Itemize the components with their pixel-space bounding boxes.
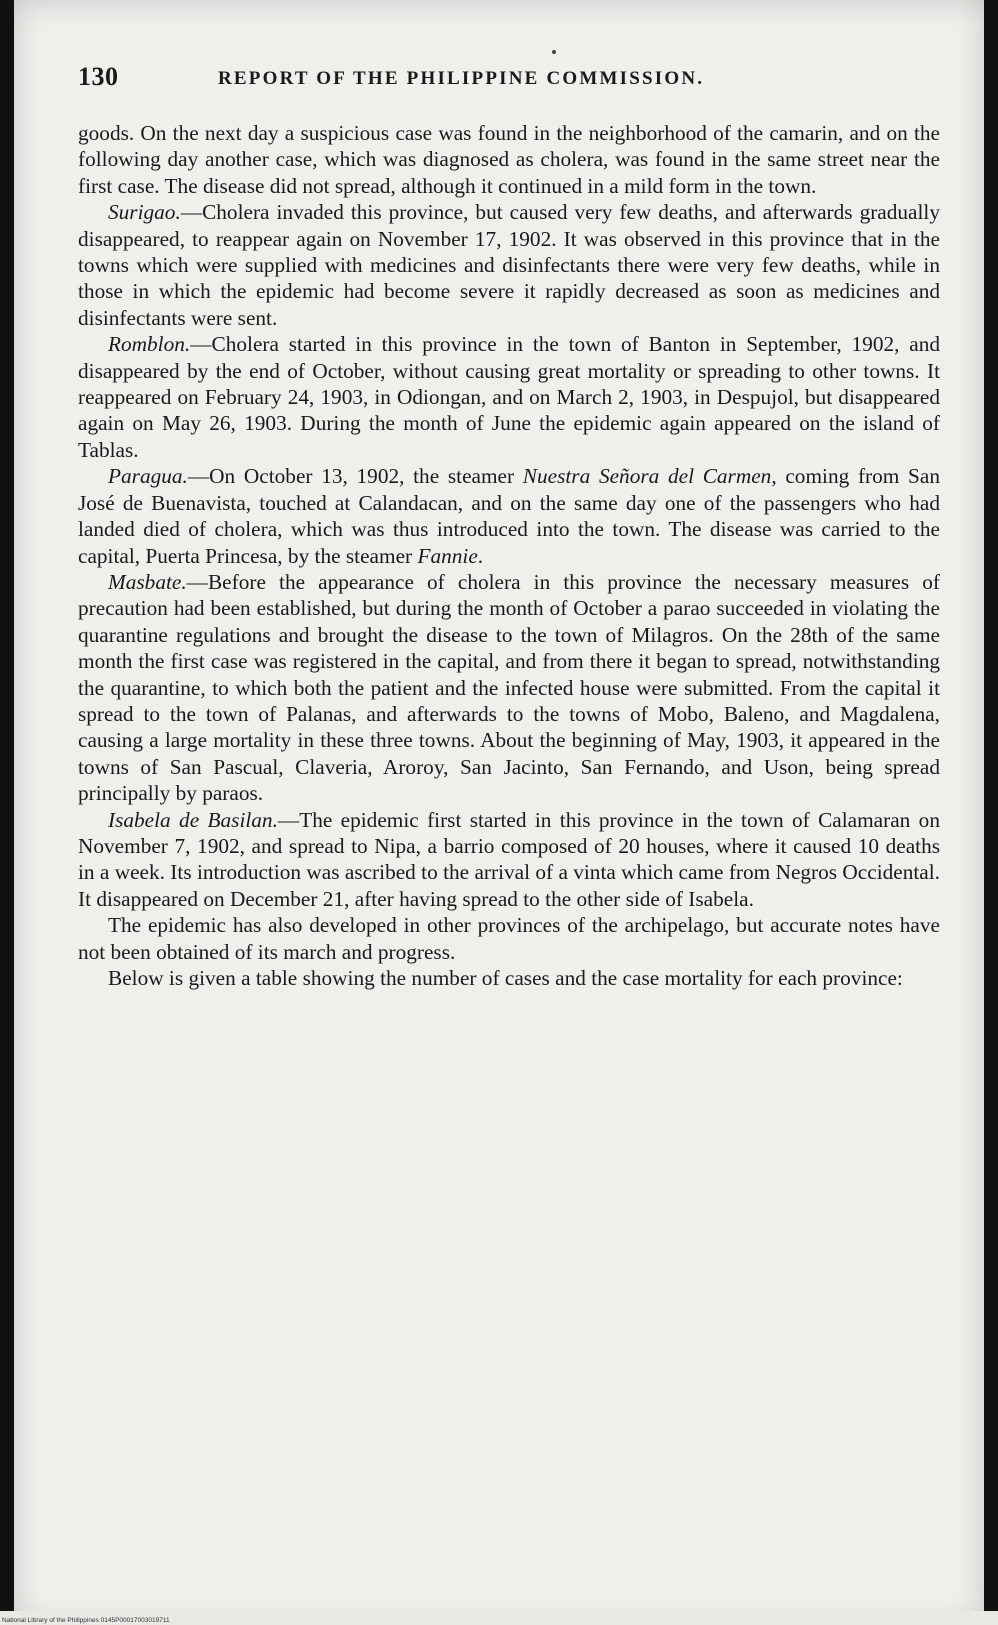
province-heading: Romblon.	[108, 332, 191, 357]
ink-speck	[552, 50, 556, 54]
scan-credit: National Library of the Philippines 0145P00017003019711	[2, 1617, 170, 1624]
province-heading: Masbate.	[108, 569, 187, 594]
paragraph-text: , coming from San José de Buenavista, touched at Calandacan, and on the same day one of the passengers who had landed died of cholera, which was thus introduced into the town. The disease was carried to the capital, Puerta Princesa, by the steamer	[78, 464, 940, 568]
province-heading: Paragua.	[108, 464, 188, 489]
paragraph-text: —Cholera invaded this province, but caused very few deaths, and afterwards gradually disappeared, to reappear again on November 17, 1902. It was observed in this province that in the towns which were supplied with medicines and disinfectants there were very few deaths, while in those in which the epidemic had become severe it rapidly decreased as soon as medicines and disinfectants were sent.	[78, 200, 940, 330]
scan-footer	[0, 1611, 998, 1625]
paragraph-paragua	[78, 463, 940, 569]
running-head: REPORT OF THE PHILIPPINE COMMISSION.	[218, 68, 705, 89]
document-page	[14, 0, 984, 1625]
paragraph-romblon	[78, 331, 940, 463]
paragraph-text: —Before the appearance of cholera in this province the necessary measures of precaution had been established, but during the month of October a parao succeeded in violating the quarantine regulations and brought the disease to the town of Milagros. On the 28th of the same month the first case was registered in the capital, and from there it began to spread, notwithstanding the quarantine, to which both the patient and the infected house were submitted. From the capital it spread to the town of Palanas, and afterwards to the towns of Mobo, Baleno, and Magdalena, causing a large mortality in these three towns. About the beginning of May, 1903, it appeared in the towns of San Pascual, Claveria, Aroroy, San Jacinto, San Fernando, and Uson, being spread principally by paraos.	[78, 569, 940, 806]
page-header	[78, 62, 938, 102]
paragraph-text: The epidemic has also developed in other provinces of the archipelago, but accurate notes have not been obtained of its march and progress.	[78, 913, 940, 964]
paragraph-masbate	[78, 569, 940, 807]
ship-name: Fannie	[417, 543, 478, 568]
paragraph-text: —The epidemic first started in this province in the town of Calamaran on November 7, 1902, and spread to Nipa, a barrio composed of 20 houses, where it caused 10 deaths in a week. Its introduction was ascribed to the arrival of a vinta which came from Negros Occidental. It disappeared on December 21, after having spread to the other side of Isabela.	[78, 807, 940, 911]
paragraph-text: —Cholera started in this province in the town of Banton in September, 1902, and disappeared by the end of October, without causing great mortality or spreading to other towns. It reappeared on February 24, 1903, in Odiongan, and on March 2, 1903, in Despujol, but disappeared again on May 26, 1903. During the month of June the epidemic again appeared on the island of Tablas.	[78, 332, 940, 462]
paragraph-text: Below is given a table showing the number of cases and the case mortality for each province:	[108, 966, 903, 990]
paragraph-1	[78, 120, 940, 199]
page-number: 130	[78, 62, 119, 91]
paragraph-table-intro	[78, 965, 940, 991]
paragraph-surigao	[78, 199, 940, 331]
paragraph-other-provinces	[78, 912, 940, 965]
paragraph-text: goods. On the next day a suspicious case was found in the neighborhood of the camarin, and on the following day another case, which was diagnosed as cholera, was found in the same street near the first case. The disease did not spread, although it continued in a mild form in the town.	[78, 121, 940, 198]
province-heading: Isabela de Basilan.	[108, 807, 278, 832]
paragraph-isabela-de-basilan	[78, 807, 940, 913]
province-heading: Surigao.	[108, 200, 181, 225]
paragraph-text: —On October 13, 1902, the steamer	[187, 464, 523, 489]
body-text	[78, 120, 940, 991]
ship-name: Nuestra Señora del Carmen	[522, 464, 772, 489]
paragraph-text: .	[477, 543, 484, 568]
